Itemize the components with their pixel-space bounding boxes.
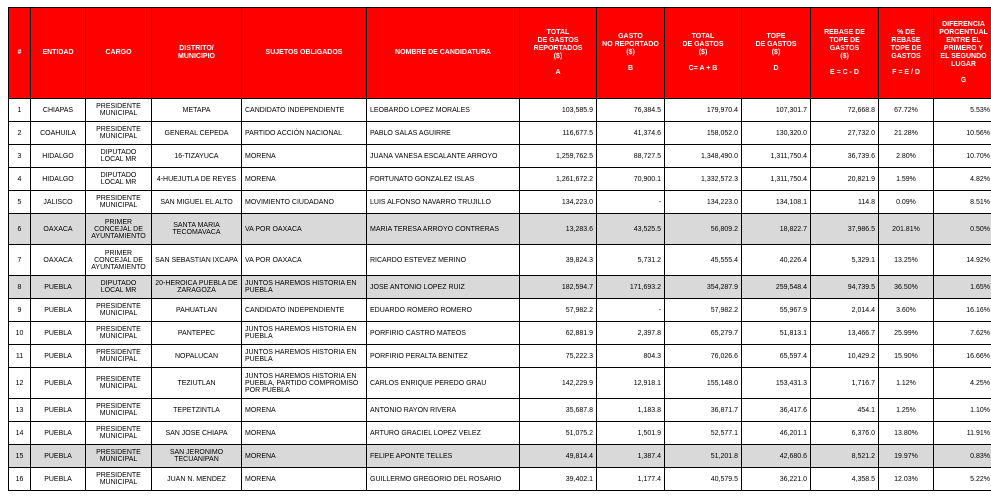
table-row: [9, 276, 991, 299]
cell-cargo: PRESIDENTE MUNICIPAL: [86, 445, 152, 468]
column-header-distrito-municipio: [152, 8, 242, 99]
cell-total-gastos: 134,223.0: [665, 191, 742, 214]
cell-distrito-municipio: TEPETZINTLA: [152, 399, 242, 422]
cell-nombre-candidatura: PORFIRIO CASTRO MATEOS: [367, 322, 520, 345]
cell-sujetos-obligados: JUNTOS HAREMOS HISTORIA EN PUEBLA: [242, 276, 367, 299]
cell-diferencia-porcentual: 0.83%: [934, 445, 991, 468]
cell-gasto-no-reportado: 12,918.1: [597, 368, 665, 399]
cell-tope-gastos: 153,431.3: [742, 368, 811, 399]
cell-entidad: HIDALGO: [31, 168, 86, 191]
cell-entidad: PUEBLA: [31, 345, 86, 368]
cell-cargo: PRESIDENTE MUNICIPAL: [86, 468, 152, 491]
cell-diferencia-porcentual: 1.10%: [934, 399, 991, 422]
table-row: [9, 122, 991, 145]
cell-total-gastos-reportados: 39,402.1: [520, 468, 597, 491]
cell-diferencia-porcentual: 16.16%: [934, 299, 991, 322]
column-header-formula: D: [773, 65, 779, 72]
cell-row-number: 1: [9, 99, 31, 122]
cell-row-number: 6: [9, 214, 31, 245]
cell-total-gastos: 1,348,490.0: [665, 145, 742, 168]
cell-cargo: DIPUTADO LOCAL MR: [86, 276, 152, 299]
cell-sujetos-obligados: JUNTOS HAREMOS HISTORIA EN PUEBLA, PARTIDO COMPROMISO POR PUEBLA: [242, 368, 367, 399]
cell-total-gastos-reportados: 182,594.7: [520, 276, 597, 299]
cell-distrito-municipio: SAN SEBASTIAN IXCAPA: [152, 245, 242, 276]
cell-nombre-candidatura: JOSE ANTONIO LOPEZ RUIZ: [367, 276, 520, 299]
cell-total-gastos: 56,809.2: [665, 214, 742, 245]
column-header-label: #: [17, 49, 22, 56]
cell-porcentaje-rebase: 13.80%: [879, 422, 934, 445]
cell-diferencia-porcentual: 0.50%: [934, 214, 991, 245]
cell-entidad: JALISCO: [31, 191, 86, 214]
cell-row-number: 16: [9, 468, 31, 491]
cell-nombre-candidatura: CARLOS ENRIQUE PEREDO GRAU: [367, 368, 520, 399]
table-row: [9, 168, 991, 191]
column-header-sujetos-obligados: [242, 8, 367, 99]
cell-cargo: PRIMER CONCEJAL DE AYUNTAMIENTO: [86, 214, 152, 245]
cell-porcentaje-rebase: 1.59%: [879, 168, 934, 191]
cell-diferencia-porcentual: 5.53%: [934, 99, 991, 122]
column-header-gasto-no-reportado: [597, 8, 665, 99]
column-header-cargo: [86, 8, 152, 99]
table-row: [9, 299, 991, 322]
cell-rebase-tope: 8,521.2: [811, 445, 879, 468]
cell-diferencia-porcentual: 11.91%: [934, 422, 991, 445]
table-row: [9, 214, 991, 245]
cell-rebase-tope: 1,716.7: [811, 368, 879, 399]
cell-total-gastos-reportados: 116,677.5: [520, 122, 597, 145]
cell-tope-gastos: 130,320.0: [742, 122, 811, 145]
cell-diferencia-porcentual: 7.62%: [934, 322, 991, 345]
cell-cargo: PRESIDENTE MUNICIPAL: [86, 322, 152, 345]
column-header-total-gastos: [665, 8, 742, 99]
cell-diferencia-porcentual: 4.25%: [934, 368, 991, 399]
cell-nombre-candidatura: PORFIRIO PERALTA BENITEZ: [367, 345, 520, 368]
column-header-entidad: [31, 8, 86, 99]
cell-total-gastos: 65,279.7: [665, 322, 742, 345]
cell-rebase-tope: 37,986.5: [811, 214, 879, 245]
table-row: [9, 99, 991, 122]
cell-entidad: PUEBLA: [31, 299, 86, 322]
table-row: [9, 145, 991, 168]
cell-gasto-no-reportado: -: [597, 299, 665, 322]
cell-total-gastos-reportados: 103,585.9: [520, 99, 597, 122]
cell-rebase-tope: 454.1: [811, 399, 879, 422]
cell-sujetos-obligados: MORENA: [242, 168, 367, 191]
cell-entidad: PUEBLA: [31, 445, 86, 468]
cell-cargo: DIPUTADO LOCAL MR: [86, 145, 152, 168]
cell-distrito-municipio: GENERAL CEPEDA: [152, 122, 242, 145]
column-header-row-number: [9, 8, 31, 99]
cell-gasto-no-reportado: 41,374.6: [597, 122, 665, 145]
table-body: [9, 99, 991, 491]
column-header-label: SUJETOS OBLIGADOS: [265, 49, 343, 56]
table-row: [9, 468, 991, 491]
cell-rebase-tope: 13,466.7: [811, 322, 879, 345]
cell-porcentaje-rebase: 3.60%: [879, 299, 934, 322]
expense-report-table-container: [8, 7, 990, 495]
cell-nombre-candidatura: LEOBARDO LOPEZ MORALES: [367, 99, 520, 122]
cell-porcentaje-rebase: 2.80%: [879, 145, 934, 168]
cell-rebase-tope: 114.8: [811, 191, 879, 214]
column-header-label: DISTRITO/ MUNICIPIO: [178, 45, 215, 60]
cell-tope-gastos: 134,108.1: [742, 191, 811, 214]
cell-gasto-no-reportado: 70,900.1: [597, 168, 665, 191]
cell-tope-gastos: 42,680.6: [742, 445, 811, 468]
cell-total-gastos-reportados: 49,814.4: [520, 445, 597, 468]
cell-porcentaje-rebase: 15.90%: [879, 345, 934, 368]
column-header-diferencia-porcentual: [934, 8, 991, 99]
table-row: [9, 445, 991, 468]
cell-gasto-no-reportado: 1,501.9: [597, 422, 665, 445]
column-header-nombre-candidatura: [367, 8, 520, 99]
cell-cargo: PRESIDENTE MUNICIPAL: [86, 422, 152, 445]
cell-total-gastos: 52,577.1: [665, 422, 742, 445]
cell-sujetos-obligados: JUNTOS HAREMOS HISTORIA EN PUEBLA: [242, 322, 367, 345]
cell-total-gastos: 51,201.8: [665, 445, 742, 468]
cell-sujetos-obligados: MOVIMIENTO CIUDADANO: [242, 191, 367, 214]
cell-porcentaje-rebase: 19.97%: [879, 445, 934, 468]
cell-nombre-candidatura: GUILLERMO GREGORIO DEL ROSARIO: [367, 468, 520, 491]
cell-nombre-candidatura: PABLO SALAS AGUIRRE: [367, 122, 520, 145]
cell-cargo: PRESIDENTE MUNICIPAL: [86, 299, 152, 322]
cell-tope-gastos: 36,417.6: [742, 399, 811, 422]
cell-sujetos-obligados: MORENA: [242, 468, 367, 491]
column-header-label: DIFERENCIA PORCENTUAL ENTRE EL PRIMERO Y EL SEGUNDO LUGAR: [939, 21, 988, 68]
cell-distrito-municipio: METAPA: [152, 99, 242, 122]
cell-rebase-tope: 4,358.5: [811, 468, 879, 491]
cell-sujetos-obligados: JUNTOS HAREMOS HISTORIA EN PUEBLA: [242, 345, 367, 368]
cell-porcentaje-rebase: 13.25%: [879, 245, 934, 276]
cell-total-gastos: 40,579.5: [665, 468, 742, 491]
cell-distrito-municipio: SAN JOSE CHIAPA: [152, 422, 242, 445]
cell-distrito-municipio: NOPALUCAN: [152, 345, 242, 368]
cell-gasto-no-reportado: 5,731.2: [597, 245, 665, 276]
cell-porcentaje-rebase: 12.03%: [879, 468, 934, 491]
column-header-formula: G: [960, 77, 967, 84]
cell-total-gastos: 155,148.0: [665, 368, 742, 399]
cell-distrito-municipio: TEZIUTLAN: [152, 368, 242, 399]
cell-tope-gastos: 18,822.7: [742, 214, 811, 245]
cell-gasto-no-reportado: 2,397.8: [597, 322, 665, 345]
cell-porcentaje-rebase: 201.81%: [879, 214, 934, 245]
cell-distrito-municipio: PAHUATLAN: [152, 299, 242, 322]
cell-cargo: PRESIDENTE MUNICIPAL: [86, 368, 152, 399]
cell-nombre-candidatura: ANTONIO RAYON RIVERA: [367, 399, 520, 422]
cell-diferencia-porcentual: 14.92%: [934, 245, 991, 276]
cell-distrito-municipio: PANTEPEC: [152, 322, 242, 345]
table-row: [9, 368, 991, 399]
cell-porcentaje-rebase: 1.12%: [879, 368, 934, 399]
cell-total-gastos: 76,026.6: [665, 345, 742, 368]
cell-distrito-municipio: SANTA MARIA TECOMAVACA: [152, 214, 242, 245]
cell-diferencia-porcentual: 10.70%: [934, 145, 991, 168]
cell-nombre-candidatura: JUANA VANESA ESCALANTE ARROYO: [367, 145, 520, 168]
cell-rebase-tope: 36,739.6: [811, 145, 879, 168]
cell-sujetos-obligados: MORENA: [242, 422, 367, 445]
column-header-formula: C= A + B: [688, 65, 718, 72]
column-header-tope-gastos: [742, 8, 811, 99]
cell-row-number: 3: [9, 145, 31, 168]
column-header-label: % DE REBASE TOPE DE GASTOS: [890, 29, 922, 60]
cell-tope-gastos: 107,301.7: [742, 99, 811, 122]
cell-tope-gastos: 51,813.1: [742, 322, 811, 345]
cell-cargo: PRESIDENTE MUNICIPAL: [86, 99, 152, 122]
cell-total-gastos: 36,871.7: [665, 399, 742, 422]
cell-tope-gastos: 65,597.4: [742, 345, 811, 368]
cell-row-number: 12: [9, 368, 31, 399]
cell-nombre-candidatura: LUIS ALFONSO NAVARRO TRUJILLO: [367, 191, 520, 214]
cell-gasto-no-reportado: 1,177.4: [597, 468, 665, 491]
cell-sujetos-obligados: VA POR OAXACA: [242, 245, 367, 276]
campaign-expenses-table: [8, 7, 991, 491]
cell-total-gastos-reportados: 51,075.2: [520, 422, 597, 445]
cell-total-gastos-reportados: 57,982.2: [520, 299, 597, 322]
cell-porcentaje-rebase: 0.09%: [879, 191, 934, 214]
cell-row-number: 13: [9, 399, 31, 422]
cell-tope-gastos: 259,548.4: [742, 276, 811, 299]
cell-nombre-candidatura: MARIA TERESA ARROYO CONTRERAS: [367, 214, 520, 245]
cell-diferencia-porcentual: 10.56%: [934, 122, 991, 145]
cell-entidad: PUEBLA: [31, 368, 86, 399]
cell-nombre-candidatura: FORTUNATO GONZALEZ ISLAS: [367, 168, 520, 191]
cell-total-gastos-reportados: 134,223.0: [520, 191, 597, 214]
cell-entidad: PUEBLA: [31, 422, 86, 445]
cell-diferencia-porcentual: 4.82%: [934, 168, 991, 191]
column-header-label: ENTIDAD: [42, 49, 74, 56]
cell-total-gastos: 158,052.0: [665, 122, 742, 145]
cell-rebase-tope: 72,668.8: [811, 99, 879, 122]
cell-entidad: OAXACA: [31, 245, 86, 276]
column-header-formula: A: [555, 69, 561, 76]
cell-rebase-tope: 2,014.4: [811, 299, 879, 322]
cell-sujetos-obligados: MORENA: [242, 399, 367, 422]
cell-row-number: 7: [9, 245, 31, 276]
table-row: [9, 422, 991, 445]
cell-diferencia-porcentual: 8.51%: [934, 191, 991, 214]
cell-entidad: COAHUILA: [31, 122, 86, 145]
column-header-formula: F = E / D: [892, 69, 920, 76]
cell-gasto-no-reportado: -: [597, 191, 665, 214]
cell-porcentaje-rebase: 25.99%: [879, 322, 934, 345]
cell-distrito-municipio: SAN MIGUEL EL ALTO: [152, 191, 242, 214]
cell-total-gastos: 1,332,572.3: [665, 168, 742, 191]
cell-total-gastos: 354,287.9: [665, 276, 742, 299]
cell-cargo: PRIMER CONCEJAL DE AYUNTAMIENTO: [86, 245, 152, 276]
cell-diferencia-porcentual: 16.66%: [934, 345, 991, 368]
cell-row-number: 2: [9, 122, 31, 145]
cell-total-gastos: 57,982.2: [665, 299, 742, 322]
cell-distrito-municipio: 16-TIZAYUCA: [152, 145, 242, 168]
cell-tope-gastos: 36,221.0: [742, 468, 811, 491]
column-header-rebase-tope: [811, 8, 879, 99]
cell-cargo: PRESIDENTE MUNICIPAL: [86, 122, 152, 145]
table-row: [9, 345, 991, 368]
column-header-porcentaje-rebase: [879, 8, 934, 99]
cell-row-number: 4: [9, 168, 31, 191]
cell-gasto-no-reportado: 88,727.5: [597, 145, 665, 168]
cell-sujetos-obligados: CANDIDATO INDEPENDIENTE: [242, 299, 367, 322]
cell-diferencia-porcentual: 5.22%: [934, 468, 991, 491]
column-header-label: TOTAL DE GASTOS ($): [682, 33, 724, 56]
cell-sujetos-obligados: MORENA: [242, 145, 367, 168]
cell-rebase-tope: 20,821.9: [811, 168, 879, 191]
cell-cargo: PRESIDENTE MUNICIPAL: [86, 399, 152, 422]
cell-entidad: PUEBLA: [31, 322, 86, 345]
cell-nombre-candidatura: EDUARDO ROMERO ROMERO: [367, 299, 520, 322]
cell-porcentaje-rebase: 21.28%: [879, 122, 934, 145]
cell-gasto-no-reportado: 1,387.4: [597, 445, 665, 468]
cell-gasto-no-reportado: 171,693.2: [597, 276, 665, 299]
table-row: [9, 191, 991, 214]
cell-sujetos-obligados: VA POR OAXACA: [242, 214, 367, 245]
cell-total-gastos-reportados: 1,259,762.5: [520, 145, 597, 168]
cell-distrito-municipio: 4-HUEJUTLA DE REYES: [152, 168, 242, 191]
cell-total-gastos: 179,970.4: [665, 99, 742, 122]
table-row: [9, 322, 991, 345]
column-header-label: TOTAL DE GASTOS REPORTADOS ($): [533, 29, 583, 60]
cell-total-gastos-reportados: 75,222.3: [520, 345, 597, 368]
column-header-label: REBASE DE TOPE DE GASTOS ($): [824, 29, 865, 60]
cell-cargo: PRESIDENTE MUNICIPAL: [86, 345, 152, 368]
column-header-formula: E = C - D: [830, 69, 859, 76]
cell-rebase-tope: 10,429.2: [811, 345, 879, 368]
cell-rebase-tope: 94,739.5: [811, 276, 879, 299]
cell-porcentaje-rebase: 1.25%: [879, 399, 934, 422]
cell-distrito-municipio: 20-HEROICA PUEBLA DE ZARAGOZA: [152, 276, 242, 299]
cell-nombre-candidatura: RICARDO ESTEVEZ MERINO: [367, 245, 520, 276]
cell-total-gastos-reportados: 39,824.3: [520, 245, 597, 276]
cell-total-gastos-reportados: 35,687.8: [520, 399, 597, 422]
cell-gasto-no-reportado: 76,384.5: [597, 99, 665, 122]
column-header-label: NOMBRE DE CANDIDATURA: [395, 49, 491, 56]
cell-distrito-municipio: SAN JERONIMO TECUANIPAN: [152, 445, 242, 468]
cell-diferencia-porcentual: 1.65%: [934, 276, 991, 299]
cell-total-gastos-reportados: 142,229.9: [520, 368, 597, 399]
cell-row-number: 9: [9, 299, 31, 322]
cell-tope-gastos: 1,311,750.4: [742, 168, 811, 191]
cell-distrito-municipio: JUAN N. MENDEZ: [152, 468, 242, 491]
cell-sujetos-obligados: CANDIDATO INDEPENDIENTE: [242, 99, 367, 122]
cell-entidad: OAXACA: [31, 214, 86, 245]
cell-sujetos-obligados: PARTIDO ACCIÓN NACIONAL: [242, 122, 367, 145]
column-header-label: GASTO NO REPORTADO ($): [602, 33, 659, 56]
column-header-label: TOPE DE GASTOS ($): [755, 33, 797, 56]
table-header-row: [9, 8, 991, 99]
cell-total-gastos: 45,555.4: [665, 245, 742, 276]
cell-nombre-candidatura: ARTURO GRACIEL LOPEZ VELEZ: [367, 422, 520, 445]
cell-tope-gastos: 46,201.1: [742, 422, 811, 445]
cell-total-gastos-reportados: 13,283.6: [520, 214, 597, 245]
cell-total-gastos-reportados: 1,261,672.2: [520, 168, 597, 191]
column-header-total-gastos-reportados: [520, 8, 597, 99]
cell-gasto-no-reportado: 804.3: [597, 345, 665, 368]
cell-rebase-tope: 6,376.0: [811, 422, 879, 445]
cell-tope-gastos: 55,967.9: [742, 299, 811, 322]
table-row: [9, 245, 991, 276]
cell-total-gastos-reportados: 62,881.9: [520, 322, 597, 345]
cell-entidad: PUEBLA: [31, 468, 86, 491]
cell-rebase-tope: 27,732.0: [811, 122, 879, 145]
cell-row-number: 10: [9, 322, 31, 345]
cell-entidad: PUEBLA: [31, 276, 86, 299]
cell-row-number: 15: [9, 445, 31, 468]
cell-sujetos-obligados: MORENA: [242, 445, 367, 468]
cell-row-number: 5: [9, 191, 31, 214]
table-row: [9, 399, 991, 422]
cell-row-number: 14: [9, 422, 31, 445]
cell-gasto-no-reportado: 1,183.8: [597, 399, 665, 422]
cell-rebase-tope: 5,329.1: [811, 245, 879, 276]
cell-porcentaje-rebase: 36.50%: [879, 276, 934, 299]
cell-row-number: 11: [9, 345, 31, 368]
column-header-label: CARGO: [105, 49, 132, 56]
cell-tope-gastos: 40,226.4: [742, 245, 811, 276]
cell-cargo: PRESIDENTE MUNICIPAL: [86, 191, 152, 214]
cell-entidad: HIDALGO: [31, 145, 86, 168]
cell-nombre-candidatura: FELIPE APONTE TELLES: [367, 445, 520, 468]
cell-cargo: DIPUTADO LOCAL MR: [86, 168, 152, 191]
cell-entidad: CHIAPAS: [31, 99, 86, 122]
cell-entidad: PUEBLA: [31, 399, 86, 422]
cell-porcentaje-rebase: 67.72%: [879, 99, 934, 122]
cell-tope-gastos: 1,311,750.4: [742, 145, 811, 168]
cell-row-number: 8: [9, 276, 31, 299]
cell-gasto-no-reportado: 43,525.5: [597, 214, 665, 245]
column-header-formula: B: [627, 65, 634, 72]
